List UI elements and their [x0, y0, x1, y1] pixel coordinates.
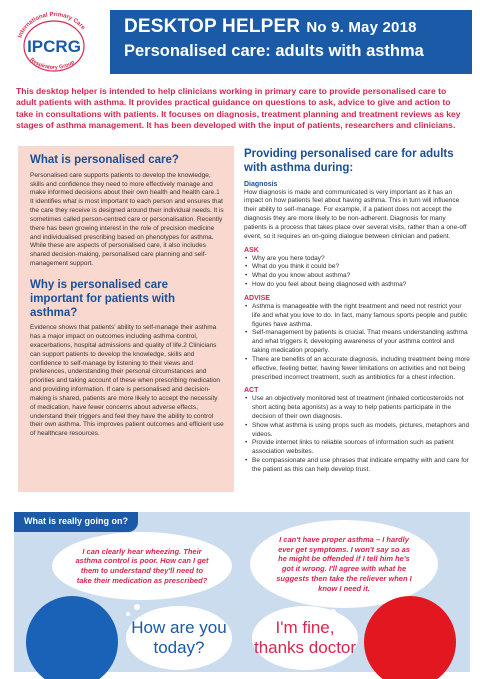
- intro-paragraph: This desktop helper is intended to help clinicians working in primary care to provide personalised care to adult patients with asthma. It provides practical guidance on questions to ask, advice to give and action to take in consultations with patients. It focuses on diagnosis, treatment planning and treatment reviews as key stages of asthma management. It has been developed with the input of patients, researchers and clinicians.: [16, 86, 461, 131]
- advise-heading: ADVISE: [244, 294, 271, 302]
- patient-thought-bubble: I can't have proper asthma – I hardly ever get symptoms. I won't say so as he might be offended if I tell him he's got it wrong. I'll agree with what he suggests then take the reliever when I know I need it.: [250, 520, 438, 608]
- patient-speech-bubble: I'm fine, thanks doctor: [252, 606, 358, 670]
- list-item: • Asthma is manageable with the right treatment and need not restrict your life and what you love to do. In fact, many famous sports people and public figures have asthma.: [244, 303, 470, 329]
- issue-label: No 9. May 2018: [306, 19, 417, 36]
- clinician-thought-bubble: I can clearly hear wheezing. Their asthma control is poor. How can I get them to understand they'll need to take their medication as prescribed?: [52, 532, 232, 600]
- ask-heading: ASK: [244, 246, 259, 254]
- page-subtitle: Personalised care: adults with asthma: [124, 42, 424, 60]
- what-is-personalised-care-text: Personalised care supports patients to develop the knowledge, skills and confidence they need to more effectively manage and make informed decisions about their own health and health care.1 It identifies what is most important to each person and ensures that the care they receive is designed around their individual needs. It is sometimes called person-centred care or personalisation. Recently there has been growing interest in the role of precision medicine and individualised prescribing based on phenotypes for asthma. While these are aspects of personalised care, it also includes shared decision-making, personalised care planning and self-management support.: [30, 171, 224, 268]
- list-item: • Provide internet links to reliable sources of information such as patient association websites.: [244, 439, 470, 457]
- list-item: • Be compassionate and use phrases that indicate empathy with and care for the patient as this can help develop trust.: [244, 457, 470, 475]
- page-title: DESKTOP HELPER: [124, 16, 301, 37]
- list-item: • Show what asthma is using props such as models, pictures, metaphors and videos.: [244, 422, 470, 440]
- right-column: [244, 148, 470, 475]
- logo-ring-text-bottom: Respiratory Group: [28, 57, 76, 71]
- header: [0, 0, 480, 84]
- panel-tag: What is really going on?: [14, 512, 138, 532]
- list-item: • Why are you here today?: [244, 255, 470, 264]
- list-item: • What do you know about asthma?: [244, 272, 470, 281]
- why-important-text: Evidence shows that patients' ability to self-manage their asthma has a major impact on outcomes including asthma control, exacerbations, hospital admissions and quality of life.2 Clinicians can support patients to develop the knowledge, skills and confidence to self-manage by listening to their views and preferences, understanding their personal circumstances and priorities and taking account of these when prescribing medication and providing information. If care is personalised and decision-making is shared, patients are more likely to accept the necessity of medication, have fewer concerns about adverse effects, understand their triggers and feel they have the ability to control their own asthma. This improves patient outcomes and efficient use of healthcare resources.: [30, 324, 224, 438]
- act-list: [244, 395, 470, 474]
- banner-title-line: [124, 16, 462, 38]
- advise-list: [244, 303, 470, 382]
- why-important-heading: Why is personalised care important for patients with asthma?: [30, 278, 176, 319]
- list-item: • How do you feel about being diagnosed with asthma?: [244, 281, 470, 290]
- logo-ring-text-top: International Primary Care: [17, 11, 86, 39]
- thought-dot: [134, 604, 140, 610]
- patient-avatar: [364, 596, 456, 679]
- logo-acronym: IPCRG: [27, 37, 81, 56]
- providing-care-heading: Providing personalised care for adults with asthma during:: [244, 148, 454, 174]
- act-heading: ACT: [244, 387, 259, 395]
- thought-dot: [126, 612, 130, 616]
- ask-list: [244, 255, 470, 290]
- diagnosis-heading: Diagnosis: [244, 180, 278, 188]
- clinician-speech-bubble: How are you today?: [126, 606, 232, 670]
- list-item: • Use an objectively monitored test of treatment (inhaled corticosteroids not short acting beta agonists) as a way to help patients participate in the decision of their own diagnosis.: [244, 395, 470, 421]
- title-banner: [110, 10, 472, 74]
- ipcrg-logo: [6, 6, 102, 80]
- what-is-really-going-on-panel: [14, 512, 470, 672]
- what-is-personalised-care-heading: What is personalised care?: [30, 154, 179, 166]
- list-item: • What do you think it could be?: [244, 263, 470, 272]
- left-column-box: [18, 146, 234, 492]
- list-item: • Self-management by patients is crucial. That means understanding asthma and what triggers it, developing awareness of your asthma control and taking medication properly.: [244, 329, 470, 355]
- svg-text:Respiratory Group: [29, 57, 77, 71]
- clinician-avatar: [26, 596, 118, 679]
- list-item: • There are benefits of an accurate diagnosis, including treatment being more effective, feeling better, having fewer limitations on activities and not being prescribed incorrect treatment, such as antibiotics for a chest infection.: [244, 356, 470, 382]
- diagnosis-text: How diagnosis is made and communicated is very important as it has an impact on how patients feel about having asthma. This in turn will influence their ability to self-manage. For example, if a patient does not accept the diagnosis they are more likely to be non-adherent. Diagnosis for many patients is a process that takes place over several visits, rather than a one-off event, so it requires an on-going dialogue between clinician and patient.: [244, 188, 467, 240]
